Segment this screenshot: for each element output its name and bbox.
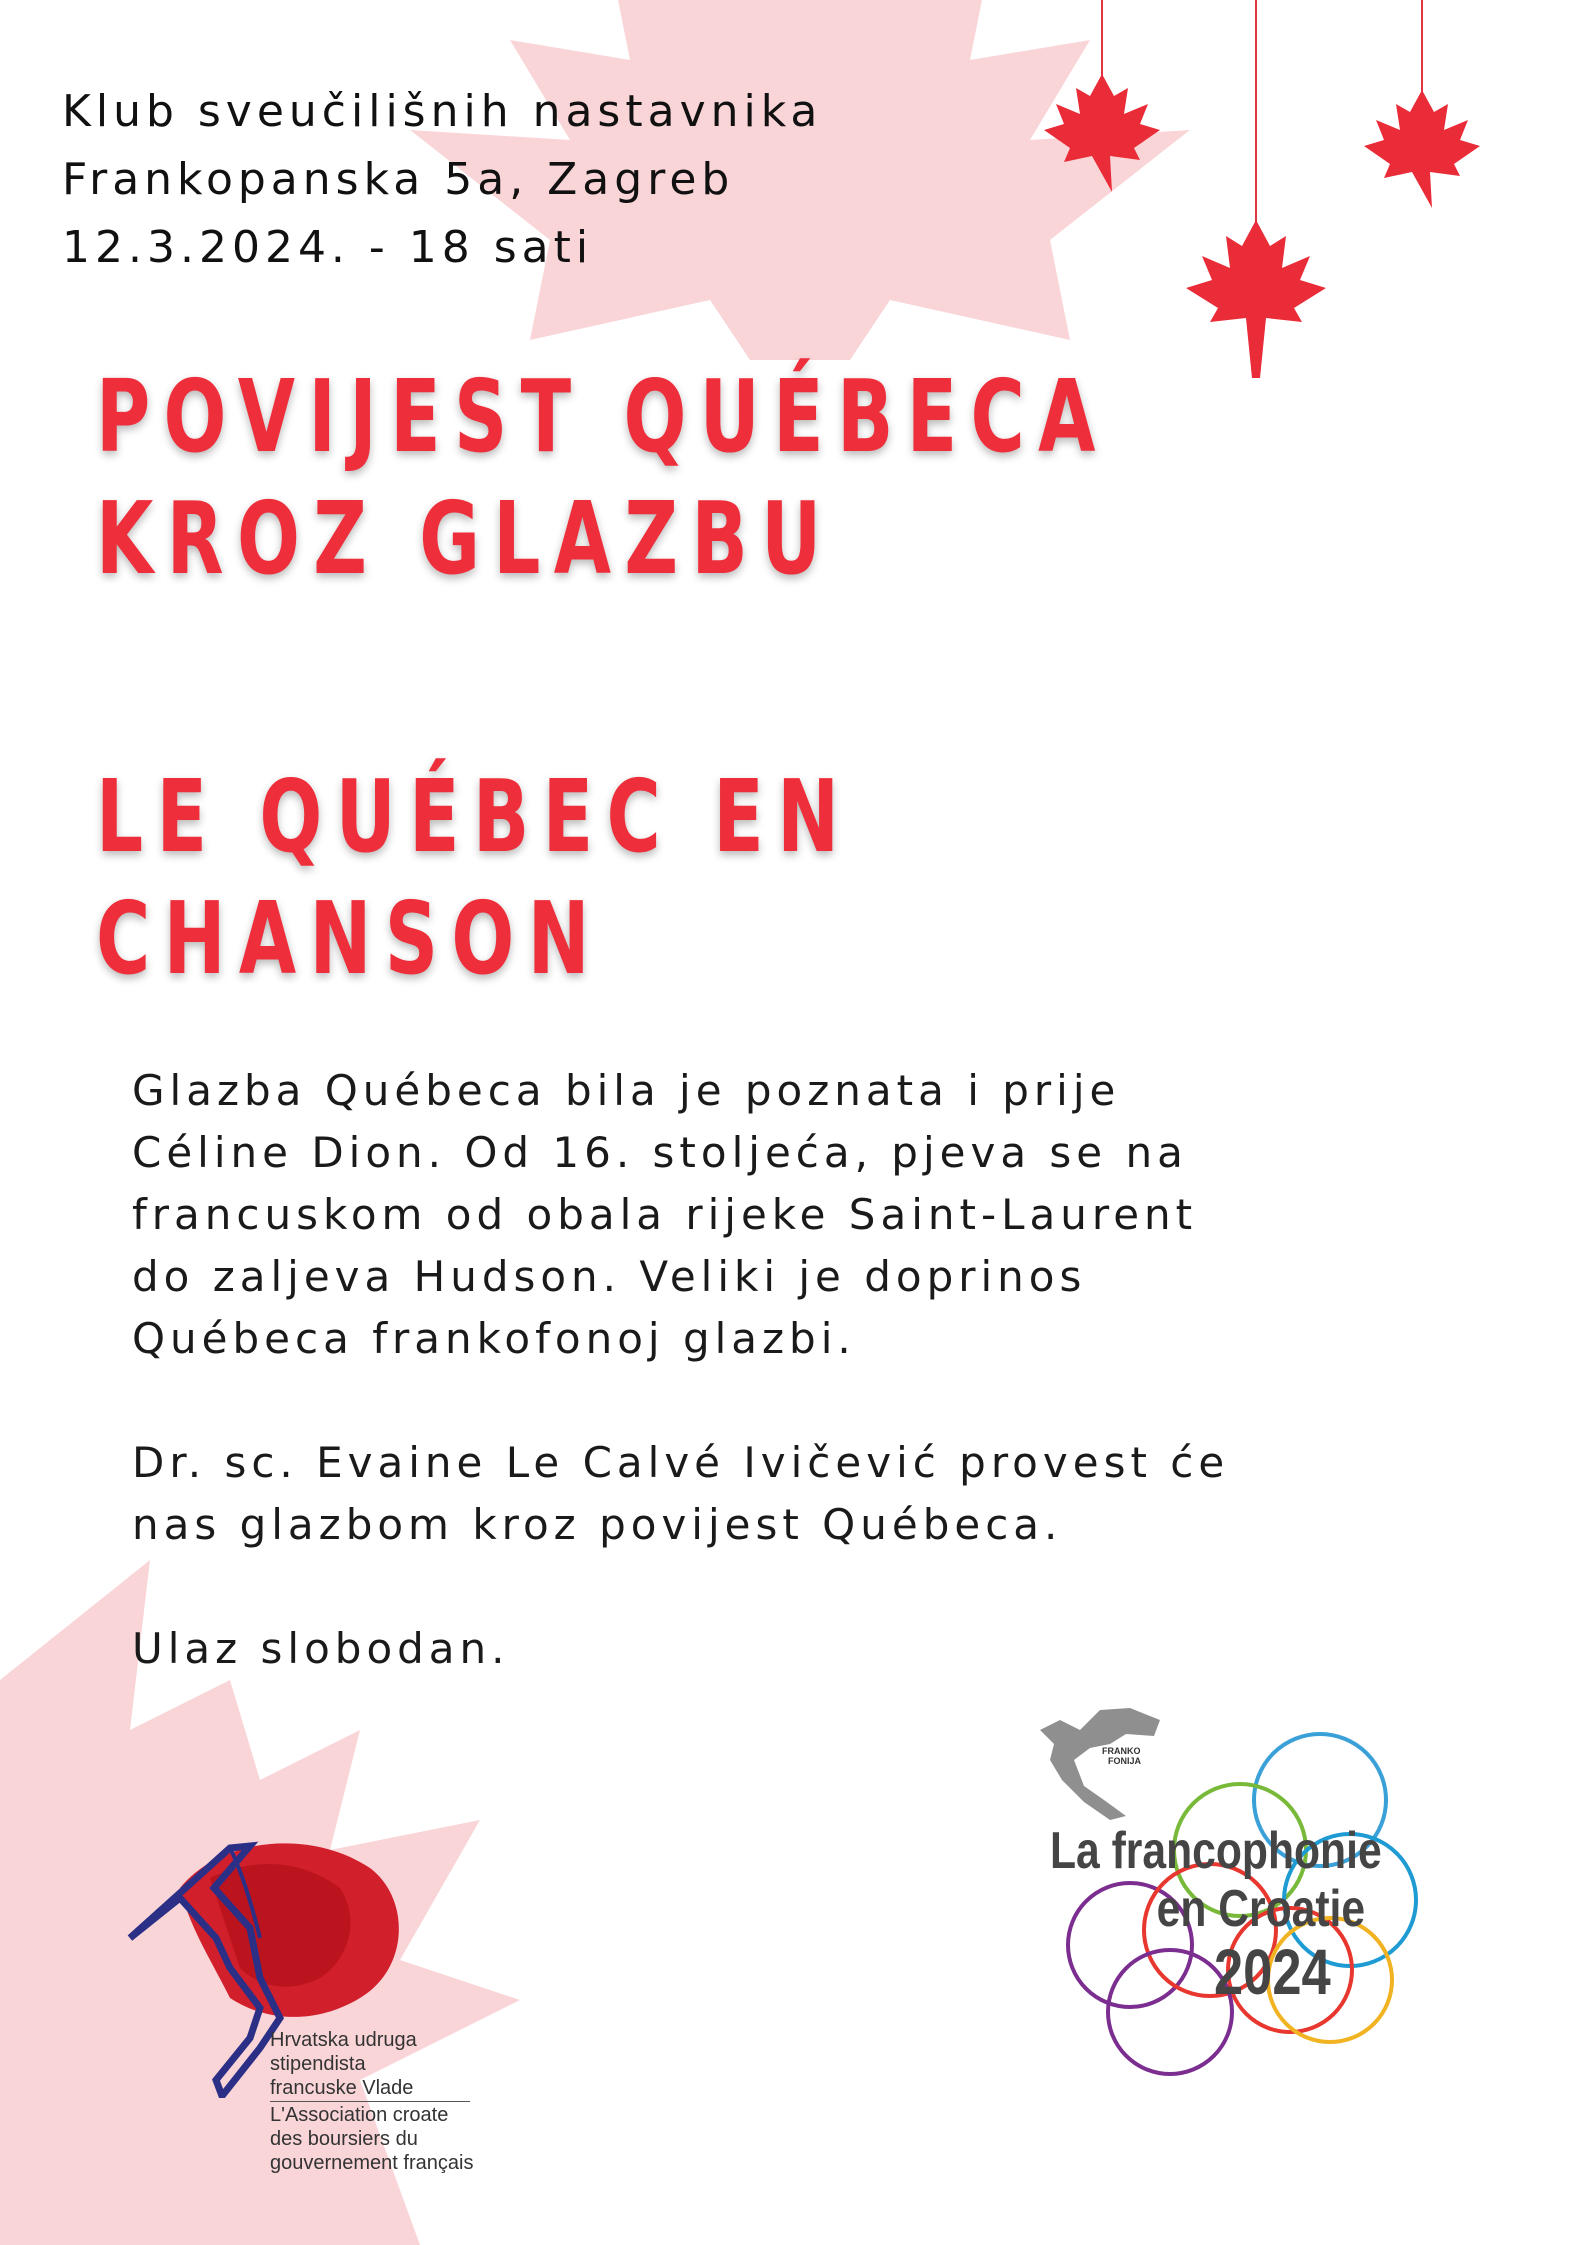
- title-french: [96, 756, 852, 1000]
- association-fr-line: L'Association croate: [270, 2104, 449, 2126]
- hanging-maple-leaf-icon: [1340, 0, 1500, 220]
- logo-line: La francophonie: [1050, 1822, 1382, 1880]
- event-datetime: 12.3.2024. - 18 sati: [62, 222, 594, 273]
- event-info: [62, 78, 822, 282]
- association-hr-line: stipendista: [270, 2053, 366, 2075]
- association-hr-line: Hrvatska udruga: [270, 2029, 417, 2051]
- association-fr-line: gouvernement français: [270, 2152, 474, 2174]
- logo-line: en Croatie: [1156, 1880, 1366, 1938]
- association-hr-line: francuske Vlade: [270, 2077, 414, 2099]
- title-line: POVIJEST QUÉBECA: [96, 358, 1109, 475]
- title-line: CHANSON: [96, 880, 603, 997]
- speaker-paragraph: Dr. sc. Evaine Le Calvé Ivičević provest će nas glazbom kroz povijest Québeca.: [132, 1438, 1230, 1549]
- event-address: Frankopanska 5a, Zagreb: [62, 154, 735, 205]
- description-paragraph: Glazba Québeca bila je poznata i prije Céline Dion. Od 16. stoljeća, pjeva se na francuskom od obala rijeke Saint-Laurent do zaljeva Hudson. Veliki je doprinos Québeca frankofonoj glazbi.: [132, 1066, 1198, 1363]
- title-croatian: [96, 356, 1109, 600]
- hanging-maple-leaf-icon: [1170, 0, 1340, 380]
- entry-note: Ulaz slobodan.: [132, 1624, 510, 1673]
- association-name: [270, 2028, 473, 2175]
- map-label-line: FONIJA: [1108, 1756, 1142, 1766]
- title-line: LE QUÉBEC EN: [96, 758, 853, 875]
- map-label-line: FRANKO: [1102, 1746, 1141, 1756]
- divider: [270, 2101, 470, 2102]
- event-venue: Klub sveučilišnih nastavnika: [62, 86, 823, 137]
- association-fr-line: des boursiers du: [270, 2128, 418, 2150]
- logo-year: 2024: [1214, 1936, 1331, 2008]
- title-line: KROZ GLAZBU: [96, 480, 835, 597]
- francophonie-logo-text: [1050, 1822, 1382, 2006]
- event-description: [132, 1060, 1432, 1742]
